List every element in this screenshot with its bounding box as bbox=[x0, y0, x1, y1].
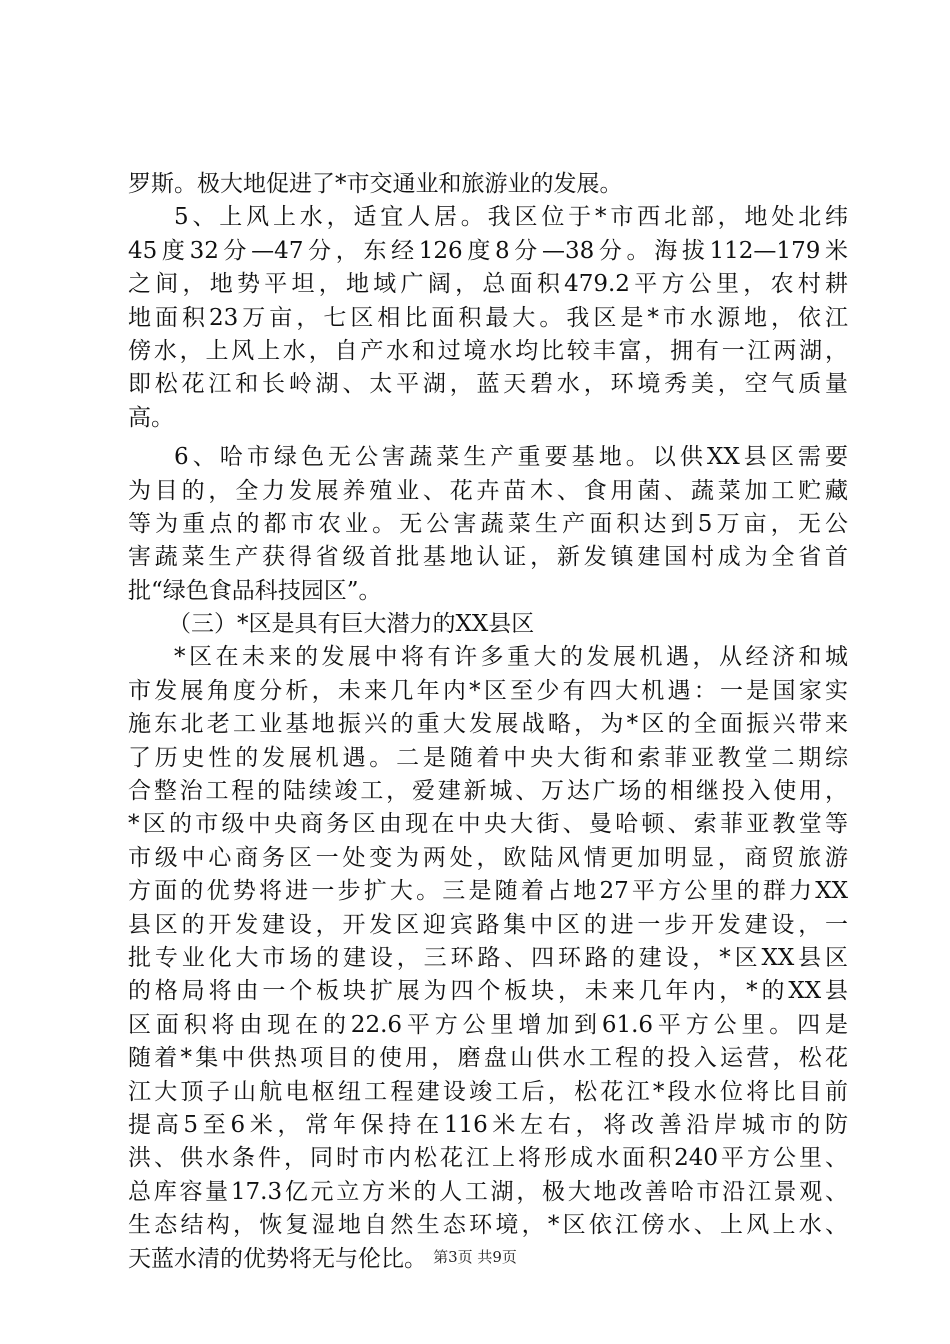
paragraph-line: *区的市级中央商务区由现在中央大街、曼哈顿、索菲亚教堂等 bbox=[128, 811, 848, 838]
paragraph-line: 洪、供水条件，同时市内松花江上将形成水面积240平方公里、 bbox=[128, 1145, 848, 1172]
paragraph-line: 即松花江和长岭湖、太平湖，蓝天碧水，环境秀美，空气质量 bbox=[128, 371, 848, 398]
page-number-footer: 第3页 共9页 bbox=[433, 1248, 517, 1266]
paragraph-line: 提高5至6米，常年保持在116米左右，将改善沿岸城市的防 bbox=[128, 1111, 848, 1138]
section-heading: （三）*区是具有巨大潜力的XX县区 bbox=[168, 611, 535, 638]
body-text bbox=[128, 168, 848, 1276]
paragraph-line: 之间，地势平坦，地域广阔，总面积479.2平方公里，农村耕 bbox=[128, 271, 848, 298]
paragraph-line: 合整治工程的陆续竣工，爱建新城、万达广场的相继投入使用， bbox=[128, 778, 848, 805]
paragraph-line: 施东北老工业基地振兴的重大发展战略，为*区的全面振兴带来 bbox=[128, 711, 848, 738]
paragraph-line: 罗斯。极大地促进了*市交通业和旅游业的发展。 bbox=[128, 171, 623, 197]
paragraph-line: 市发展角度分析，未来几年内*区至少有四大机遇：一是国家实 bbox=[128, 677, 848, 704]
paragraph-line: 为目的，全力发展养殖业、花卉苗木、食用菌、蔬菜加工贮藏 bbox=[128, 477, 848, 504]
paragraph-line: 6、哈市绿色无公害蔬菜生产重要基地。以供XX县区需要 bbox=[174, 444, 848, 471]
paragraph-line: 随着*集中供热项目的使用，磨盘山供水工程的投入运营，松花 bbox=[128, 1045, 848, 1072]
paragraph-line: 地面积23万亩，七区相比面积最大。我区是*市水源地，依江 bbox=[128, 304, 848, 331]
paragraph-line: *区在未来的发展中将有许多重大的发展机遇，从经济和城 bbox=[174, 644, 848, 671]
paragraph-line: 5、上风上水，适宜人居。我区位于*市西北部，地处北纬 bbox=[174, 204, 848, 231]
paragraph-line: 方面的优势将进一步扩大。三是随着占地27平方公里的群力XX bbox=[128, 878, 848, 905]
paragraph-line: 县区的开发建设，开发区迎宾路集中区的进一步开发建设，一 bbox=[128, 911, 848, 938]
paragraph-line: 区面积将由现在的22.6平方公里增加到61.6平方公里。四是 bbox=[128, 1011, 848, 1038]
paragraph-line: 45度32分—47分，东经126度8分—38分。海拔112—179米 bbox=[128, 237, 848, 264]
paragraph-line: 傍水，上风上水，自产水和过境水均比较丰富，拥有一江两湖， bbox=[128, 337, 848, 364]
paragraph-line: 等为重点的都市农业。无公害蔬菜生产面积达到5万亩，无公 bbox=[128, 510, 848, 537]
paragraph-line: 了历史性的发展机遇。二是随着中央大街和索菲亚教堂二期综 bbox=[128, 744, 848, 771]
paragraph-line: 批专业化大市场的建设，三环路、四环路的建设，*区XX县区 bbox=[128, 944, 848, 971]
paragraph-line: 批“绿色食品科技园区”。 bbox=[128, 577, 382, 604]
paragraph-line: 江大顶子山航电枢纽工程建设竣工后，松花江*段水位将比目前 bbox=[128, 1078, 848, 1105]
paragraph-line: 市级中心商务区一处变为两处，欧陆风情更加明显，商贸旅游 bbox=[128, 844, 848, 871]
paragraph-line: 总库容量17.3亿元立方米的人工湖，极大地改善哈市沿江景观、 bbox=[128, 1178, 848, 1205]
paragraph-line: 生态结构，恢复湿地自然生态环境，*区依江傍水、上风上水、 bbox=[128, 1212, 848, 1239]
paragraph-line: 害蔬菜生产获得省级首批基地认证，新发镇建国村成为全省首 bbox=[128, 544, 848, 571]
paragraph-line: 高。 bbox=[128, 404, 174, 431]
paragraph-line: 天蓝水清的优势将无与伦比。 bbox=[128, 1245, 427, 1272]
paragraph-line: 的格局将由一个板块扩展为四个板块，未来几年内，*的XX县 bbox=[128, 978, 848, 1005]
